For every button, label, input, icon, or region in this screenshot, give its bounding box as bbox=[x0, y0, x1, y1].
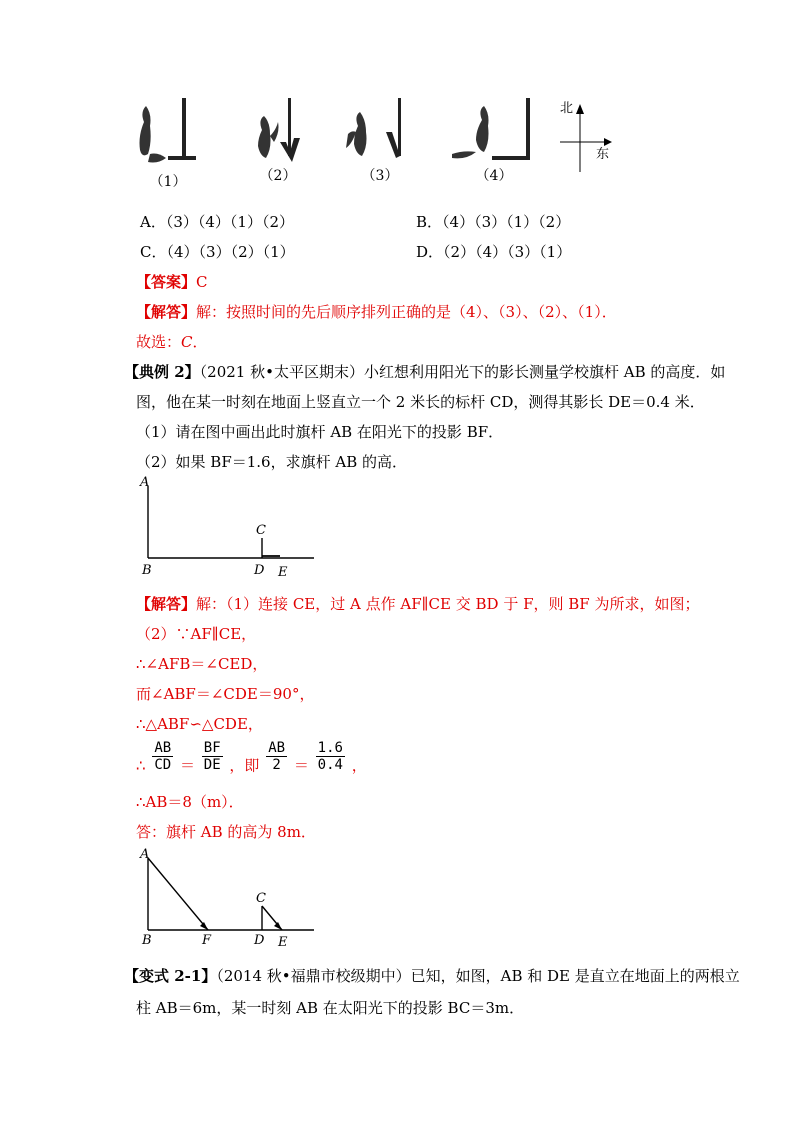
fraction-ab-cd bbox=[152, 740, 173, 773]
figure-label-3: （3） bbox=[361, 168, 399, 184]
figure-label-2: （2） bbox=[259, 168, 297, 184]
point-e: E bbox=[278, 565, 288, 578]
option-d: D．（2）（4）（3）（1） bbox=[416, 243, 572, 261]
point-b: B bbox=[142, 563, 152, 578]
fraction-ab-2 bbox=[266, 740, 287, 773]
solution1-text: 解：按照时间的先后顺序排列正确的是（4）、（3）、（2）、（1）． bbox=[196, 303, 617, 321]
point-c: C bbox=[256, 523, 266, 538]
point-b-2: B bbox=[142, 933, 152, 948]
frac1-den: CD bbox=[154, 757, 172, 773]
option-a: A．（3）（4）（1）（2） bbox=[140, 213, 295, 231]
solution2-line2: （2）∵AF∥CE， bbox=[136, 625, 257, 643]
variant-line2: 柱 AB＝6m，某一时刻 AB 在太阳光下的投影 BC＝3m． bbox=[136, 999, 525, 1017]
conclusion-prefix: 故选： bbox=[136, 333, 182, 351]
solution2-line5: ∴△ABF∽△CDE， bbox=[136, 715, 263, 733]
shadow-drawing-3 bbox=[346, 98, 401, 158]
example2-text1: （2021 秋•太平区期末）小红想利用阳光下的影长测量学校旗杆 AB 的高度．如 bbox=[199, 363, 726, 381]
compass-east-label: 东 bbox=[596, 147, 610, 162]
frac4-den: 0.4 bbox=[317, 757, 343, 773]
example2-question2: （2）如果 BF＝1.6，求旗杆 AB 的高． bbox=[136, 453, 407, 471]
proportion-line bbox=[136, 740, 367, 776]
example2-tag: 【典例 2】 bbox=[124, 363, 200, 381]
frac4-num: 1.6 bbox=[317, 740, 343, 756]
arrow-e bbox=[274, 922, 282, 930]
solution2-line1 bbox=[136, 594, 700, 614]
frac2-num: BF bbox=[203, 740, 221, 756]
variant-text1: （2014 秋•福鼎市校级期中）已知，如图，AB 和 DE 是直立在地面上的两根立 bbox=[216, 967, 740, 985]
answer-value: C bbox=[196, 273, 208, 291]
solution2-text1: 解：（1）连接 CE，过 A 点作 AF∥CE 交 BD 于 F，则 BF 为所求，如图； bbox=[196, 595, 700, 613]
shadow-drawing-2 bbox=[258, 98, 300, 162]
example2-line1 bbox=[124, 362, 725, 382]
example2-line2: 图，他在某一时刻在地面上竖直立一个 2 米长的标杆 CD，测得其影长 DE＝0.4 米． bbox=[136, 393, 705, 411]
arrow-f bbox=[200, 922, 208, 930]
compass-north-label: 北 bbox=[560, 101, 574, 116]
therefore-symbol: ∴ bbox=[136, 756, 146, 775]
option-b: B．（4）（3）（1）（2） bbox=[416, 213, 571, 231]
shadow-sequence-figure bbox=[130, 92, 630, 192]
answer-line bbox=[136, 272, 208, 292]
flagpole-solution-figure bbox=[136, 844, 326, 948]
namely-text: ，即 bbox=[229, 756, 260, 775]
solution1-tag: 【解答】 bbox=[136, 303, 197, 321]
frac3-den: 2 bbox=[272, 757, 281, 773]
shadow-drawing-4 bbox=[452, 98, 530, 160]
conclusion-value: C bbox=[181, 333, 193, 351]
option-c: C．（4）（3）（2）（1） bbox=[140, 243, 295, 261]
point-f-2: F bbox=[202, 933, 212, 948]
point-a-2: A bbox=[140, 847, 150, 862]
figure-label-4: （4） bbox=[475, 168, 513, 184]
frac1-num: AB bbox=[154, 740, 172, 756]
equals-2: ＝ bbox=[293, 756, 309, 775]
point-e-2: E bbox=[278, 935, 288, 948]
point-d: D bbox=[254, 563, 265, 578]
fraction-16-04 bbox=[316, 740, 345, 773]
solution2-answer: 答：旗杆 AB 的高为 8m． bbox=[136, 823, 316, 841]
solution2-line7: ∴AB＝8（m）． bbox=[136, 793, 244, 811]
variant-line1 bbox=[124, 966, 740, 986]
solution1-line bbox=[136, 302, 617, 322]
point-a: A bbox=[140, 475, 150, 490]
frac2-den: DE bbox=[203, 757, 221, 773]
variant-tag: 【变式 2-1】 bbox=[124, 967, 217, 985]
shadow-drawing-1 bbox=[140, 98, 197, 163]
solution2-line4: 而∠ABF＝∠CDE＝90°， bbox=[136, 685, 315, 703]
frac3-num: AB bbox=[268, 740, 286, 756]
flagpole-figure bbox=[136, 474, 326, 578]
example2-question1: （1）请在图中画出此时旗杆 AB 在阳光下的投影 BF． bbox=[136, 423, 504, 441]
figure-label-1: （1） bbox=[149, 174, 187, 190]
point-c-2: C bbox=[256, 891, 266, 906]
ray-af bbox=[148, 858, 208, 930]
point-d-2: D bbox=[254, 933, 265, 948]
equals-1: ＝ bbox=[179, 756, 195, 775]
end-comma: ， bbox=[351, 756, 367, 775]
compass-icon bbox=[560, 101, 612, 172]
answer-tag: 【答案】 bbox=[136, 273, 197, 291]
conclusion-suffix: ． bbox=[192, 333, 208, 351]
solution1-conclusion bbox=[136, 332, 208, 352]
solution2-tag: 【解答】 bbox=[136, 595, 197, 613]
fraction-bf-de bbox=[202, 740, 223, 773]
solution2-line3: ∴∠AFB＝∠CED， bbox=[136, 655, 268, 673]
